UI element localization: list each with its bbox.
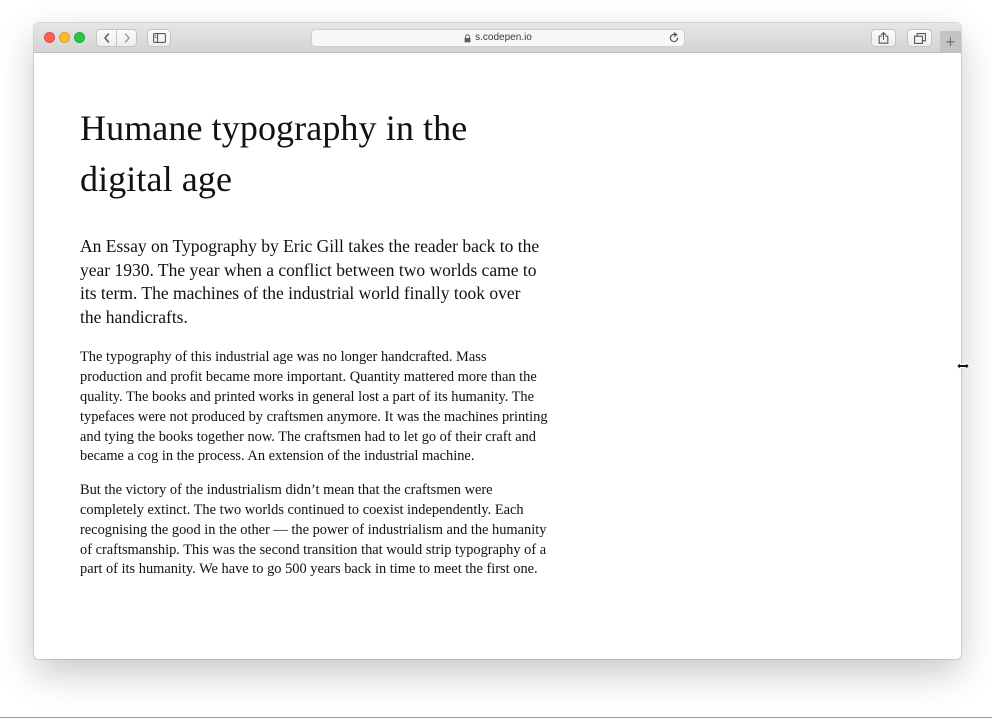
sidebar-icon <box>153 33 166 43</box>
url-text: s.codepen.io <box>475 32 532 43</box>
share-button[interactable] <box>871 29 896 47</box>
article-lead: An Essay on Typography by Eric Gill takes the reader back to the year 1930. The year when a conflict between two worlds came to its term. The machines of the industrial world finally took over the handicrafts. <box>80 236 540 327</box>
back-button[interactable] <box>96 29 117 47</box>
reload-icon[interactable] <box>668 32 680 44</box>
close-window-button[interactable] <box>44 32 55 43</box>
screen-bottom-edge <box>0 717 992 718</box>
browser-toolbar <box>34 23 961 53</box>
maximize-window-button[interactable] <box>74 32 85 43</box>
address-bar[interactable] <box>311 29 685 47</box>
sidebar-toggle-button[interactable] <box>147 29 171 47</box>
page-content <box>34 53 961 659</box>
chevron-left-icon <box>103 33 111 43</box>
lock-icon <box>464 34 471 43</box>
minimize-window-button[interactable] <box>59 32 70 43</box>
tab-overview-icon <box>914 33 926 44</box>
browser-window <box>34 23 961 659</box>
chevron-right-icon <box>123 33 131 43</box>
article-paragraph: The typography of this industrial age was no longer handcrafted. Mass production and profit became more important. Quantity mattered more than the quality. The books and printed works in general lost a part of its humanity. The typefaces were not produced by craftsmen anymore. It was the machines printing and tying the books together now. The craftsmen had to let go of their craft and became a cog in the process. An extension of the industrial machine. <box>80 349 548 465</box>
url-wrapper <box>312 30 684 46</box>
article-title: Humane typography in the digital age <box>80 108 468 199</box>
resize-horizontal-cursor-icon <box>956 361 970 371</box>
share-icon <box>878 32 889 44</box>
article-paragraph: But the victory of the industrialism didn’t mean that the craftsmen were completely extinct. The two worlds continued to coexist independently. Each recognising the good in the other — the power of industrialism and the humanity of craftsmanship. This was the second transition that would strip typography of a part of its humanity. We have to go 500 years back in time to meet the first one. <box>80 482 547 578</box>
tab-overview-button[interactable] <box>907 29 932 47</box>
article <box>80 103 550 580</box>
forward-button[interactable] <box>116 29 137 47</box>
new-tab-label: + <box>945 34 956 50</box>
new-tab-button[interactable] <box>940 31 961 53</box>
